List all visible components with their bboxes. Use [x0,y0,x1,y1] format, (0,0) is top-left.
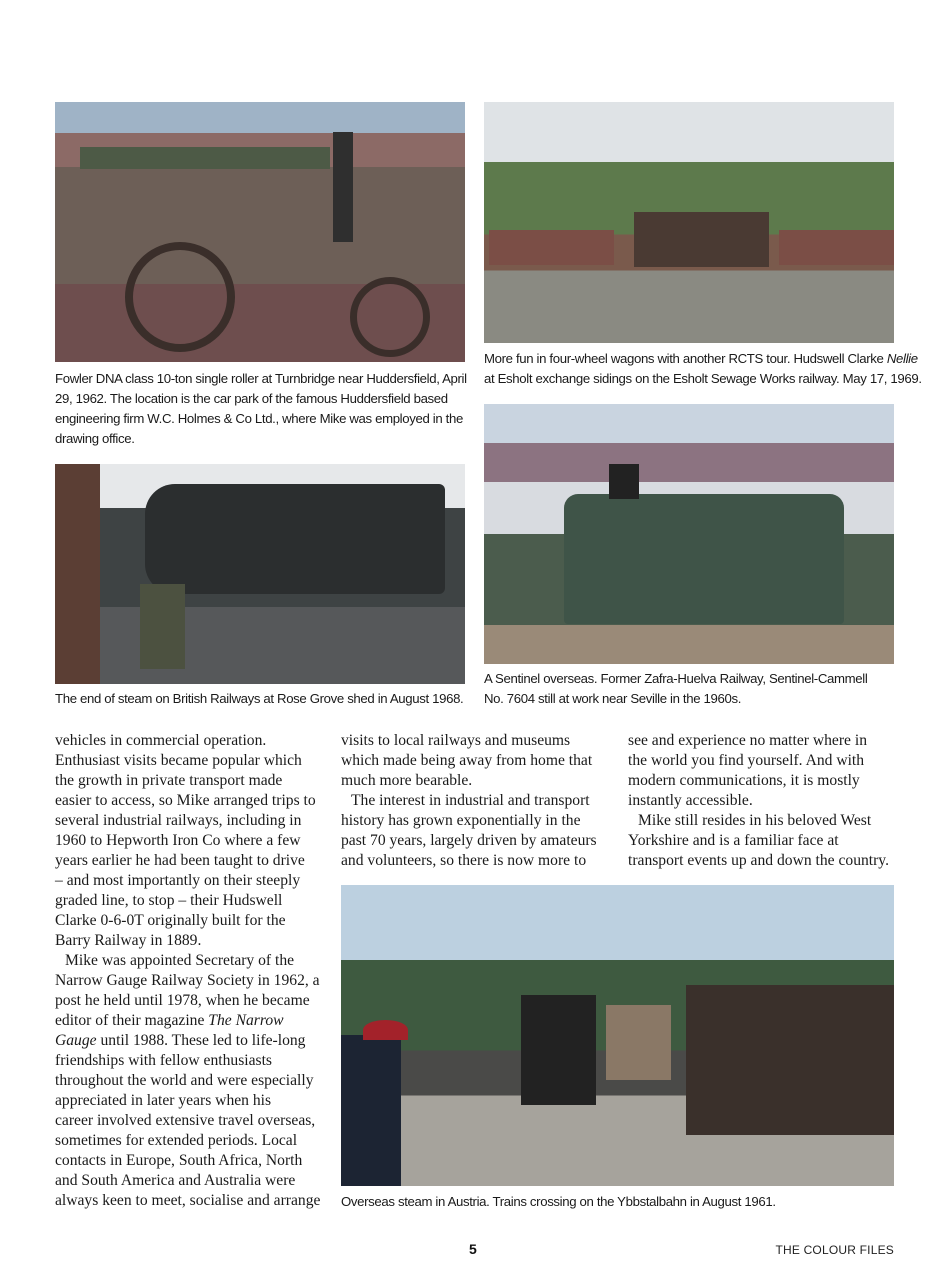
magazine-section-title: THE COLOUR FILES [775,1243,894,1257]
page-number: 5 [469,1241,477,1257]
article-line: Mike was appointed Secretary of the [65,952,295,969]
article-line: history has grown exponentially in the [341,812,581,829]
article-line: Narrow Gauge Railway Society in 1962, a [55,972,320,989]
article-line: graded line, to stop – their Hudswell [55,892,283,909]
article-column-3 [628,731,889,871]
article-line: career involved extensive travel overseas, [55,1112,316,1129]
article-line: visits to local railways and museums [341,732,571,749]
caption-italic-name: Nellie [886,351,918,366]
photo-ybbstalbahn-austria [341,885,894,1186]
article-line: Barry Railway in 1889. [55,932,202,949]
caption-rose-grove-shed: The end of steam on British Railways at Rose Grove shed in August 1968. [55,691,464,706]
article-column-1 [55,731,320,1211]
article-line: Clarke 0-6-0T originally built for the [55,912,286,929]
article-line: instantly accessible. [628,792,753,809]
caption-line: 29, 1962. The location is the car park of the famous Huddersfield based [55,391,448,406]
article-line: the growth in private transport made [55,772,283,789]
article-line: always keen to meet, socialise and arrange [55,1192,321,1209]
article-line: modern communications, it is mostly [628,772,860,789]
article-line: and South America and Australia were [55,1172,296,1189]
article-line: throughout the world and were especially [55,1072,314,1089]
caption-line: No. 7604 still at work near Seville in the 1960s. [484,691,742,706]
article-line: much more bearable. [341,772,473,789]
photo-esholt-wagons [484,102,894,343]
caption-ybbstalbahn-austria: Overseas steam in Austria. Trains crossing on the Ybbstalbahn in August 1961. [341,1194,776,1209]
article-line: Mike still resides in his beloved West [638,812,872,829]
article-line: appreciated in later years when his [55,1092,272,1109]
article-column-2 [341,731,597,871]
article-line: post he held until 1978, when he became [55,992,310,1009]
caption-line: drawing office. [55,431,135,446]
article-line: sometimes for extended periods. Local [55,1132,298,1149]
article-line: Yorkshire and is a familiar face at [628,832,839,849]
article-line: past 70 years, largely driven by amateurs [341,832,597,849]
article-line: The interest in industrial and transport [351,792,590,809]
article-line: see and experience no matter where in [628,732,867,749]
caption-line: at Esholt exchange sidings on the Esholt Sewage Works railway. May 17, 1969. [484,371,922,386]
article-line: editor of their magazine The Narrow [55,1012,284,1029]
caption-sentinel-railcar [484,669,867,709]
article-line: Enthusiast visits became popular which [55,752,302,769]
article-line: 1960 to Hepworth Iron Co where a few [55,832,301,849]
caption-esholt-wagons [484,349,922,389]
caption-line: Fowler DNA class 10-ton single roller at Turnbridge near Huddersfield, April [55,371,467,386]
article-line: vehicles in commercial operation. [55,732,267,749]
article-line: Gauge until 1988. These led to life-long [55,1032,306,1049]
caption-line: engineering firm W.C. Holmes & Co Ltd., where Mike was employed in the [55,411,463,426]
article-line: – and most importantly on their steeply [55,872,301,889]
caption-line [484,349,922,369]
caption-text: More fun in four-wheel wagons with another RCTS tour. Hudswell Clarke [484,351,887,366]
article-line: contacts in Europe, South Africa, North [55,1152,303,1169]
article-line: friendships with fellow enthusiasts [55,1052,272,1069]
caption-line: A Sentinel overseas. Former Zafra-Huelva Railway, Sentinel-Cammell [484,671,868,686]
caption-fowler-roller [55,369,467,449]
article-line: transport events up and down the country. [628,852,889,869]
photo-sentinel-railcar [484,404,894,664]
article-line: the world you find yourself. And with [628,752,865,769]
article-line: easier to access, so Mike arranged trips to [55,792,316,809]
article-line: years earlier he had been taught to drive [55,852,305,869]
article-line: and volunteers, so there is now more to [341,852,587,869]
photo-fowler-roller [55,102,465,362]
article-line: which made being away from home that [341,752,593,769]
photo-rose-grove-shed [55,464,465,684]
article-line: several industrial railways, including in [55,812,302,829]
